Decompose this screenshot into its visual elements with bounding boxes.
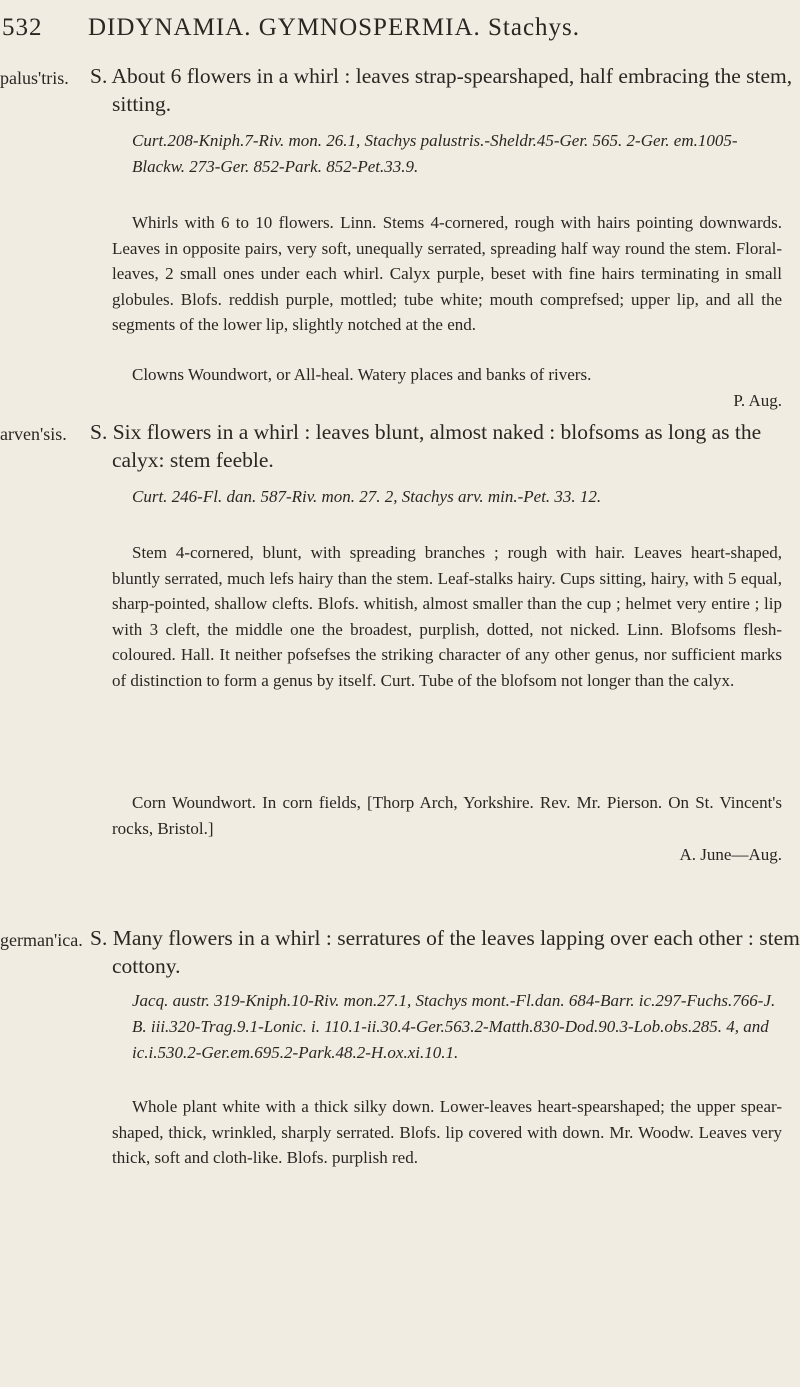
- flowering-period: A. June—Aug.: [679, 845, 782, 864]
- habitat-text: Clowns Woundwort, or All-heal. Watery places and banks of rivers.: [132, 365, 592, 384]
- species-diagnosis: S. Six flowers in a whirl : leaves blunt, almost naked : blofsoms as long as the calyx: stem feeble.: [90, 420, 762, 472]
- margin-species-name: arven'sis.: [0, 424, 67, 444]
- species-description: [112, 540, 782, 693]
- page-number: 532: [2, 14, 43, 41]
- species-references: Jacq. austr. 319-Kniph.10-Riv. mon.27.1, Stachys mont.-Fl.dan. 684-Barr. ic.297-Fuchs.766-J. B. iii.320-Trag.9.1-Lonic. i. 110.1-ii.30.4-Ger.563.2-Matth.830-Dod.90.3-Lob.obs.285. 4, and ic.i.530.2-Ger.em.695.2-Park.48.2-H.ox.xi.10.1.: [132, 991, 776, 1062]
- description-text: Whole plant white with a thick silky down. Lower-leaves heart-spearshaped; the upper spear-shaped, thick, wrinkled, sharply serrated. Blofs. lip covered with down. Mr. Woodw. Leaves very thick, soft and cloth-like. Blofs. purplish red.: [112, 1097, 782, 1167]
- species-habitat: [112, 362, 782, 388]
- margin-species-name: german'ica.: [0, 930, 83, 950]
- species-diagnosis: S. Many flowers in a whirl : serratures of the leaves lapping over each other : stem cottony.: [90, 926, 800, 978]
- habitat-text: Corn Woundwort. In corn fields, [Thorp Arch, Yorkshire. Rev. Mr. Pierson. On St. Vincent's rocks, Bristol.]: [112, 793, 782, 838]
- species-references: Curt. 246-Fl. dan. 587-Riv. mon. 27. 2, Stachys arv. min.-Pet. 33. 12.: [132, 487, 602, 506]
- species-diagnosis: S. About 6 flowers in a whirl : leaves strap-spearshaped, half embracing the stem, sitting.: [90, 64, 793, 116]
- running-head: [0, 10, 800, 44]
- species-habitat: [112, 790, 782, 841]
- running-head-title: DIDYNAMIA. GYMNOSPERMIA. Stachys.: [88, 14, 581, 41]
- description-text: Stem 4-cornered, blunt, with spreading branches ; rough with hair. Leaves heart-shaped, bluntly serrated, much lefs hairy than the stem. Leaf-stalks hairy. Cups sitting, hairy, with 5 equal, sharp-pointed, shallow clefts. Blofs. whitish, almost smaller than the cup ; helmet very entire ; lip with 3 cleft, the middle one the broadest, purplish, dotted, not nicked. Linn. Blofsoms flesh-coloured. Hall. It neither pofsefses the striking character of any other genus, nor sufficient marks of distinction to form a genus by itself. Curt. Tube of the blofsom not longer than the calyx.: [112, 543, 782, 690]
- description-text: Whirls with 6 to 10 flowers. Linn. Stems 4-cornered, rough with hairs pointing downwards. Leaves in opposite pairs, very soft, unequally serrated, spreading half way round the stem. Floral-leaves, 2 small ones under each whirl. Calyx purple, beset with fine hairs terminating in small globules. Blofs. reddish purple, mottled; tube white; mouth comprefsed; upper lip, and all the segments of the lower lip, slightly notched at the end.: [112, 213, 782, 334]
- margin-species-name: palus'tris.: [0, 68, 69, 88]
- species-description: [112, 210, 782, 338]
- flowering-period: P. Aug.: [733, 391, 782, 410]
- species-references: Curt.208-Kniph.7-Riv. mon. 26.1, Stachys palustris.-Sheldr.45-Ger. 565. 2-Ger. em.1005-Blackw. 273-Ger. 852-Park. 852-Pet.33.9.: [132, 131, 738, 176]
- species-description: [112, 1094, 782, 1171]
